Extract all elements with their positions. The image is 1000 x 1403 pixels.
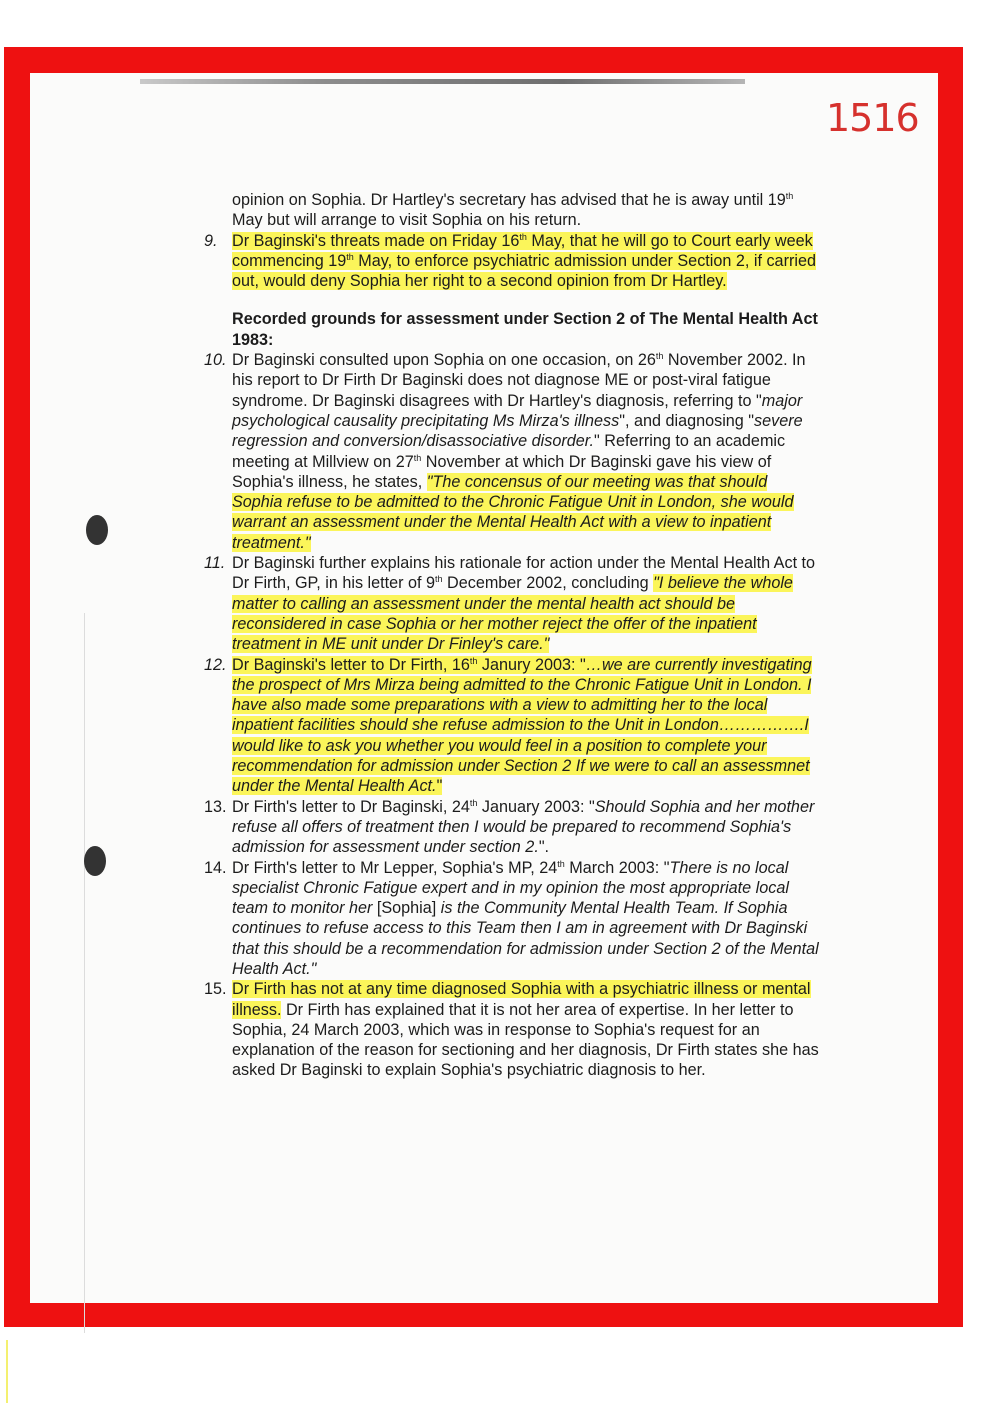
item-number: 14. — [204, 858, 227, 877]
section-heading: Recorded grounds for assessment under Section 2 of The Mental Health Act 1983: — [232, 310, 818, 349]
item-number: 13. — [204, 797, 227, 816]
punch-hole-bottom — [84, 846, 106, 876]
item-number: 12. — [204, 655, 227, 674]
item-number: 10. — [204, 351, 227, 370]
list-item-13: 13. Dr Firth's letter to Dr Baginski, 24th January 2003: "Should Sophia and her mother refuse all offers of treatment then I would be prepared to recommend Sophia's admission for assessment under section 2.". — [204, 797, 815, 857]
highlighted-text: Dr Firth has not at any time diagnosed Sophia with a psychiatric illness or mental illness. — [232, 980, 811, 1019]
item-number: 15. — [204, 980, 227, 999]
list-item-11: 11. Dr Baginski further explains his rationale for action under the Mental Health Act to Dr Firth, GP, in his letter of 9th December 2002, concluding "I believe the whole matter to calling an assessment under the mental health act should be reconsidered in case Sophia or her mother reject the offer of the inpatient treatment in ME unit under Dr Finley's care." — [204, 554, 816, 654]
handwritten-page-number: 1516 — [826, 96, 919, 140]
list-item-12 — [200, 655, 820, 797]
intro-paragraph: opinion on Sophia. Dr Hartley's secretary has advised that he is away until 19th May but will arrange to visit Sophia on his return. — [232, 191, 794, 230]
item-number: 11. — [204, 554, 226, 573]
highlighted-quote: "The concensus of our meeting was that should Sophia refuse to be admitted to the Chronic Fatigue Unit in London, she would warrant an assessment under the Mental Health Act with a view to inpatient treatment." — [232, 472, 794, 552]
list-item-9 — [200, 231, 820, 292]
margin-highlight-strip — [6, 1340, 8, 1403]
item-number: 9. — [204, 231, 218, 250]
document-body — [200, 190, 820, 1081]
list-item-15: 15. Dr Firth has not at any time diagnosed Sophia with a psychiatric illness or mental illness. Dr Firth has explained that it is not her area of expertise. In her letter to Sophia, 24 March 2003, which was in response to Sophia's request for an explanation of the reason for sectioning and her diagnosis, Dr Firth states she has asked Dr Baginski to explain Sophia's psychiatric diagnosis to her. — [204, 980, 819, 1080]
fold-line — [84, 613, 85, 1333]
list-item-10: 10. Dr Baginski consulted upon Sophia on one occasion, on 26th November 2002. In his report to Dr Firth Dr Baginski does not diagnose ME or post-viral fatigue syndrome. Dr Baginski disagrees with Dr Hartley's diagnosis, referring to "major psychological causality precipitating Ms Mirza's illness", and diagnosing "severe regression and conversion/disassociative disorder." Referring to an academic meeting at Millview on 27th November at which Dr Baginski gave his view of Sophia's illness, he states, "The concensus of our meeting was that should Sophia refuse to be admitted to the Chronic Fatigue Unit in London, she would warrant an assessment under the Mental Health Act with a view to inpatient treatment." — [204, 351, 806, 552]
highlighted-quote: "I believe the whole matter to calling an assessment under the mental health act should be reconsidered in case Sophia or her mother reject the offer of the inpatient treatment in ME unit under Dr Finley's care." — [232, 574, 793, 654]
highlighted-text: Dr Baginski's letter to Dr Firth, 16th Janury 2003: "…we are currently investigating the prospect of Mrs Mirza being admitted to the Chronic Fatigue Unit in London. I have also made some preparations with a view to admitting her to the local inpatient facilities should she refuse admission to the Unit in London…………….I would like to ask you whether you would feel in a position to complete your recommendation for admission under Section 2 If we were to call an assessmnet under the Mental Health Act." — [232, 655, 812, 796]
highlighted-text: Dr Baginski's threats made on Friday 16th May, that he will go to Court early week commencing 19th May, to enforce psychiatric admission under Section 2, if carried out, would deny Sophia her right to a second opinion from Dr Hartley. — [232, 231, 816, 291]
list-item-14: 14. Dr Firth's letter to Mr Lepper, Sophia's MP, 24th March 2003: "There is no local specialist Chronic Fatigue expert and in my opinion the most appropriate local team to monitor her [Sophia] is the Community Mental Health Team. If Sophia continues to refuse access to this Team then I am in agreement with Dr Baginski that this should be a recommendation for admission under Section 2 of the Mental Health Act." — [204, 858, 819, 978]
punch-hole-top — [86, 515, 108, 545]
scan-edge-bar — [140, 79, 745, 84]
